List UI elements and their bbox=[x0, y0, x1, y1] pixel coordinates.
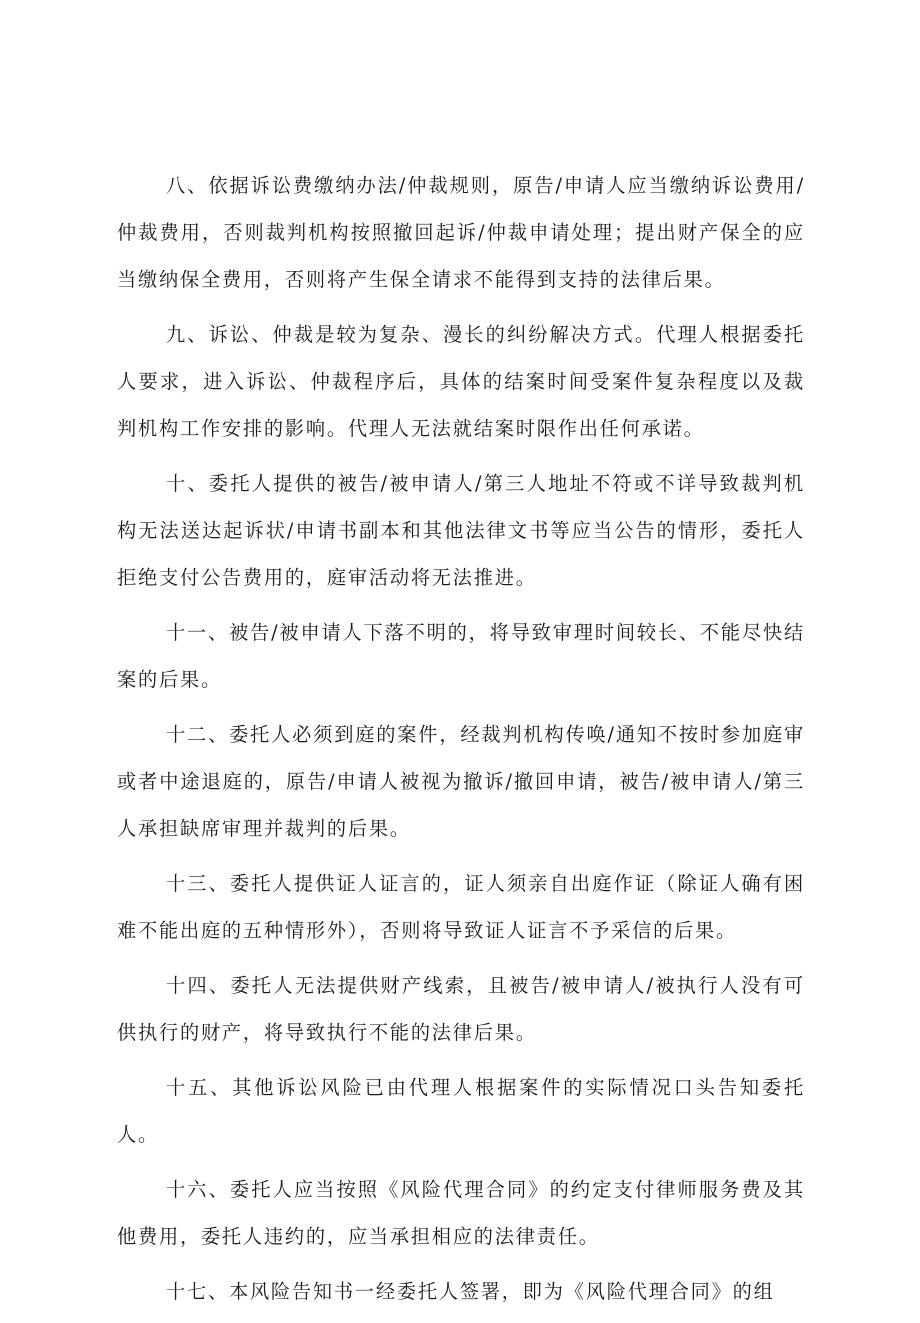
paragraph-item-12: 十二、委托人必须到庭的案件，经裁判机构传唤/通知不按时参加庭审或者中途退庭的，原告/申请人被视为撤诉/撤回申请，被告/被申请人/第三人承担缺席审理并裁判的后果。 bbox=[117, 723, 805, 840]
paragraph-item-9: 九、诉讼、仲裁是较为复杂、漫长的纠纷解决方式。代理人根据委托人要求，进入诉讼、仲裁程序后，具体的结案时间受案件复杂程度以及裁判机构工作安排的影响。代理人无法就结案时限作出任何承诺。 bbox=[117, 323, 805, 440]
paragraph-item-10: 十、委托人提供的被告/被申请人/第三人地址不符或不详导致裁判机构无法送达起诉状/申请书副本和其他法律文书等应当公告的情形，委托人拒绝支付公告费用的，庭审活动将无法推进。 bbox=[117, 472, 805, 589]
paragraph-item-13: 十三、委托人提供证人证言的，证人须亲自出庭作证（除证人确有困难不能出庭的五种情形外），否则将导致证人证言不予采信的后果。 bbox=[117, 872, 805, 942]
paragraph-item-8: 八、依据诉讼费缴纳办法/仲裁规则，原告/申请人应当缴纳诉讼费用/仲裁费用，否则裁判机构按照撤回起诉/仲裁申请处理；提出财产保全的应当缴纳保全费用，否则将产生保全请求不能得到支持的法律后果。 bbox=[117, 174, 805, 291]
document-body bbox=[117, 162, 805, 1323]
paragraph-item-16: 十六、委托人应当按照《风险代理合同》的约定支付律师服务费及其他费用，委托人违约的，应当承担相应的法律责任。 bbox=[117, 1178, 805, 1248]
paragraph-item-17: 十七、本风险告知书一经委托人签署，即为《风险代理合同》的组 bbox=[166, 1280, 775, 1303]
paragraph-item-14: 十四、委托人无法提供财产线索，且被告/被申请人/被执行人没有可供执行的财产，将导致执行不能的法律后果。 bbox=[117, 974, 805, 1044]
paragraph-item-15: 十五、其他诉讼风险已由代理人根据案件的实际情况口头告知委托人。 bbox=[117, 1076, 805, 1146]
paragraph-item-11: 十一、被告/被申请人下落不明的，将导致审理时间较长、不能尽快结案的后果。 bbox=[117, 621, 805, 691]
